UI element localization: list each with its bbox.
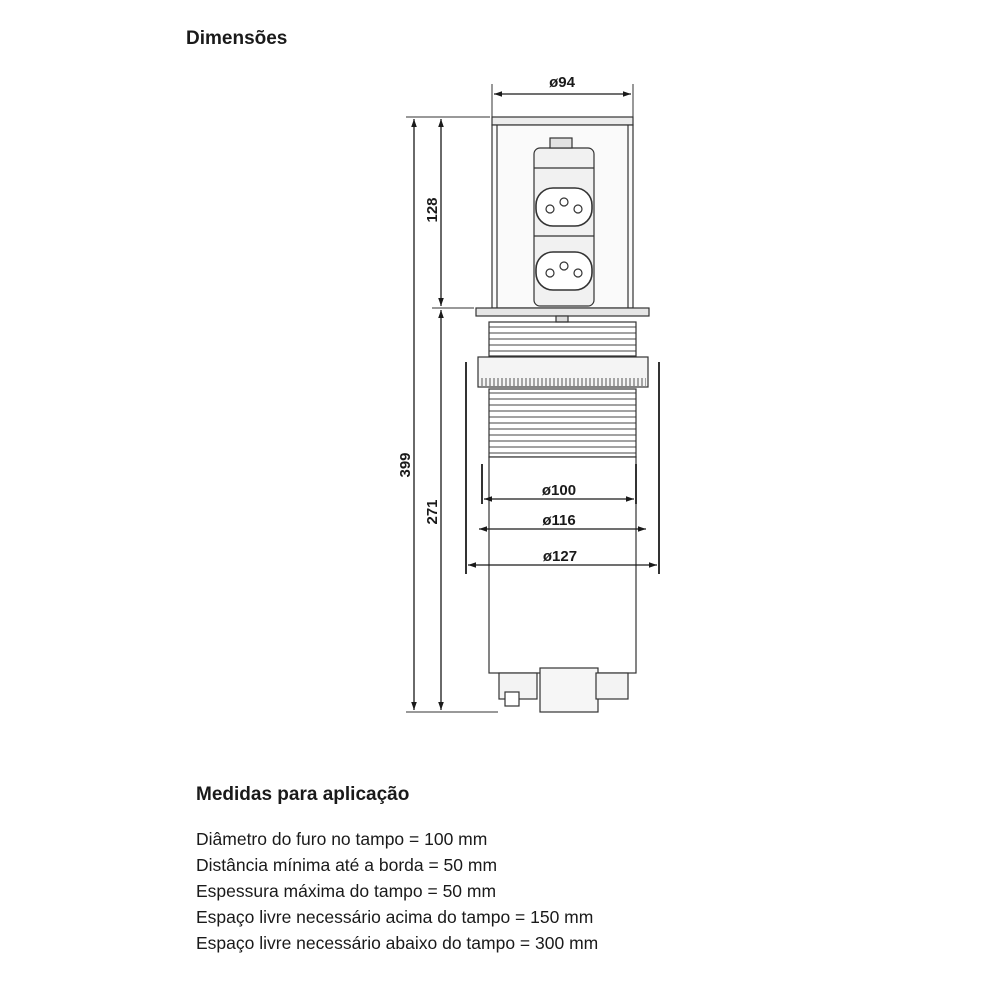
application-specs-list <box>196 826 598 956</box>
label-upper-height: 128 <box>424 197 441 223</box>
label-total-height: 399 <box>397 452 414 478</box>
application-heading: Medidas para aplicação <box>196 784 410 805</box>
thread-lower <box>489 389 636 457</box>
label-outer-diameter: ø127 <box>542 548 578 565</box>
label-hole-diameter: ø100 <box>541 482 577 499</box>
top-cap <box>492 117 633 125</box>
power-outlet-icon <box>536 188 592 226</box>
spec-hole-diameter: Diâmetro do furo no tampo = 100 mm <box>196 829 488 849</box>
flange-plate <box>476 308 649 316</box>
bottom-connector-right <box>596 673 628 699</box>
bottom-cable-exit <box>540 668 598 712</box>
dimensions-heading: Dimensões <box>186 28 288 49</box>
top-button <box>550 138 572 148</box>
thread-upper <box>489 322 636 356</box>
spec-max-thickness: Espessura máxima do tampo = 50 mm <box>196 881 497 901</box>
spec-clearance-above: Espaço livre necessário acima do tampo = 150 mm <box>196 907 594 927</box>
spec-clearance-below: Espaço livre necessário abaixo do tampo = 300 mm <box>196 933 599 953</box>
label-flange-diameter: ø116 <box>542 512 576 529</box>
label-lower-height: 271 <box>424 499 441 525</box>
label-top-diameter: ø94 <box>549 74 575 91</box>
product-outline <box>466 117 659 712</box>
spec-min-edge-distance: Distância mínima até a borda = 50 mm <box>196 855 498 875</box>
power-outlet-icon <box>536 252 592 290</box>
